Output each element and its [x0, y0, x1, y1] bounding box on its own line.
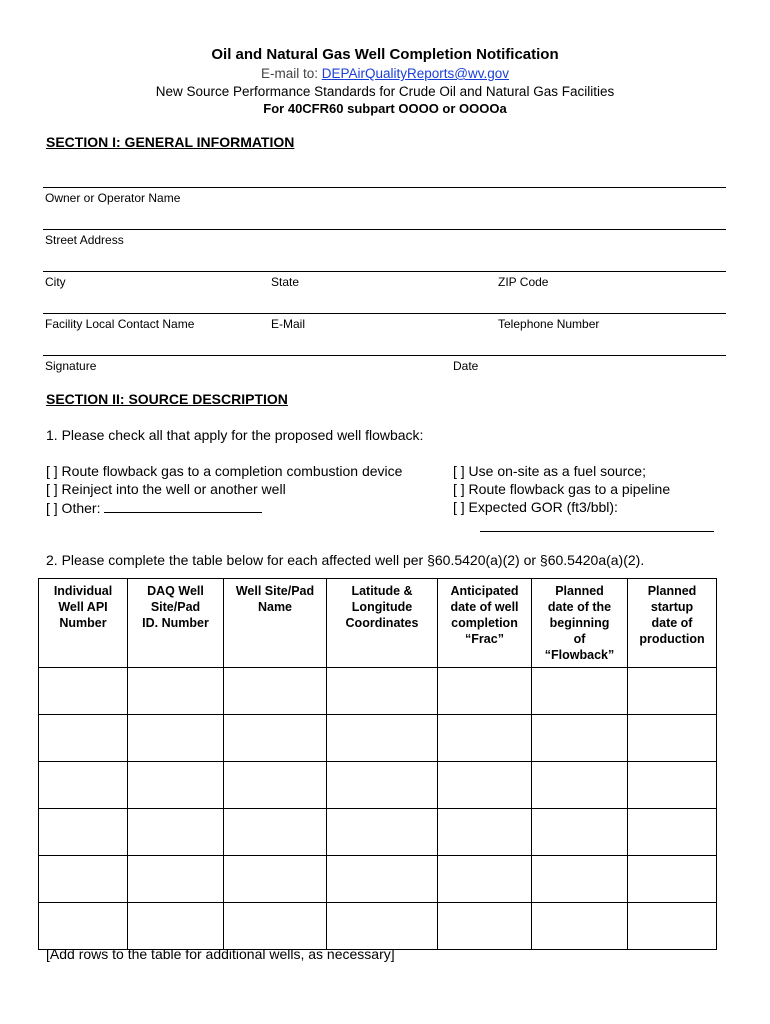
- col-flowback-date: [532, 579, 628, 668]
- table-cell[interactable]: [128, 809, 224, 856]
- table-cell[interactable]: [128, 715, 224, 762]
- header-line: Individual: [53, 584, 113, 598]
- table-row: [39, 762, 717, 809]
- header-line: Planned: [647, 584, 697, 598]
- form-subtitle: New Source Performance Standards for Crude Oil and Natural Gas Facilities: [155, 84, 615, 99]
- table-cell[interactable]: [224, 809, 327, 856]
- header-line: Number: [59, 616, 107, 630]
- table-cell[interactable]: [628, 856, 717, 903]
- email-line: [0, 66, 770, 81]
- header-line: date of well: [450, 600, 519, 614]
- contact-line: [43, 313, 726, 314]
- col-production-date: [628, 579, 717, 668]
- option-combustion-device[interactable]: [ ] Route flowback gas to a completion combustion device: [46, 463, 403, 479]
- city-line: [43, 271, 726, 272]
- header-line: date of: [651, 616, 693, 630]
- table-cell[interactable]: [39, 762, 128, 809]
- option-gor[interactable]: [ ] Expected GOR (ft3/bbl):: [453, 499, 618, 515]
- header-line: “Frac”: [465, 632, 504, 646]
- table-cell[interactable]: [438, 668, 532, 715]
- option-pipeline[interactable]: [ ] Route flowback gas to a pipeline: [453, 481, 671, 497]
- other-blank[interactable]: [104, 499, 262, 513]
- question-2: 2. Please complete the table below for each affected well per §60.5420(a)(2) or §60.5420a(a)(2).: [46, 552, 645, 568]
- table-cell[interactable]: [224, 715, 327, 762]
- option-reinject[interactable]: [ ] Reinject into the well or another well: [46, 481, 286, 497]
- table-cell[interactable]: [438, 762, 532, 809]
- header-line: Longitude: [351, 600, 413, 614]
- header-line: Latitude &: [351, 584, 413, 598]
- header-line: production: [639, 632, 705, 646]
- table-cell[interactable]: [532, 762, 628, 809]
- signature-line: [43, 355, 726, 356]
- owner-label: Owner or Operator Name: [45, 191, 181, 205]
- form-title: Oil and Natural Gas Well Completion Notification: [211, 46, 559, 63]
- table-cell[interactable]: [438, 715, 532, 762]
- date-label: Date: [453, 359, 479, 373]
- table-cell[interactable]: [327, 856, 438, 903]
- table-cell[interactable]: [628, 809, 717, 856]
- zip-label: ZIP Code: [498, 275, 549, 289]
- table-cell[interactable]: [438, 856, 532, 903]
- table-cell[interactable]: [39, 856, 128, 903]
- table-cell[interactable]: [128, 668, 224, 715]
- option-other-label: [ ] Other:: [46, 500, 101, 516]
- header-line: Site/Pad: [150, 600, 201, 614]
- table-cell[interactable]: [39, 715, 128, 762]
- table-row: [39, 856, 717, 903]
- table-cell[interactable]: [628, 668, 717, 715]
- table-cell[interactable]: [532, 856, 628, 903]
- table-row: [39, 903, 717, 950]
- table-cell[interactable]: [128, 903, 224, 950]
- table-cell[interactable]: [224, 668, 327, 715]
- table-header-row: [39, 579, 717, 668]
- table-cell[interactable]: [224, 903, 327, 950]
- section-2-heading: SECTION II: SOURCE DESCRIPTION: [46, 391, 288, 407]
- table-cell[interactable]: [39, 668, 128, 715]
- col-coordinates: [327, 579, 438, 668]
- header-line: ID. Number: [142, 616, 209, 630]
- table-body: [39, 668, 717, 950]
- street-line: [43, 229, 726, 230]
- header-line: “Flowback”: [544, 648, 615, 662]
- table-cell[interactable]: [224, 856, 327, 903]
- col-frac-date: [438, 579, 532, 668]
- table-cell[interactable]: [628, 903, 717, 950]
- owner-line: [43, 187, 726, 188]
- phone-label: Telephone Number: [498, 317, 600, 331]
- option-fuel-source[interactable]: [ ] Use on-site as a fuel source;: [453, 463, 646, 479]
- table-cell[interactable]: [224, 762, 327, 809]
- table-cell[interactable]: [128, 856, 224, 903]
- contact-label: Facility Local Contact Name: [45, 317, 195, 331]
- header-line: Anticipated: [450, 584, 519, 598]
- table-cell[interactable]: [628, 762, 717, 809]
- header-line: beginning: [549, 616, 610, 630]
- header-line: Well API: [58, 600, 108, 614]
- table-cell[interactable]: [628, 715, 717, 762]
- header-line: of: [573, 632, 586, 646]
- table-row: [39, 715, 717, 762]
- col-daq-well-id: [128, 579, 224, 668]
- header-line: completion: [451, 616, 518, 630]
- header-line: startup: [650, 600, 694, 614]
- table-cell[interactable]: [39, 809, 128, 856]
- city-label: City: [45, 275, 66, 289]
- col-site-name: [224, 579, 327, 668]
- gor-blank[interactable]: [480, 531, 714, 532]
- table-cell[interactable]: [327, 762, 438, 809]
- table-row: [39, 668, 717, 715]
- table-cell[interactable]: [532, 715, 628, 762]
- email-link[interactable]: DEPAirQualityReports@wv.gov: [321, 66, 510, 81]
- table-cell[interactable]: [128, 762, 224, 809]
- header-line: Name: [257, 600, 293, 614]
- header-line: DAQ Well: [147, 584, 204, 598]
- header-line: Well Site/Pad: [235, 584, 315, 598]
- header-line: Planned: [555, 584, 604, 598]
- table-cell[interactable]: [532, 668, 628, 715]
- table-cell[interactable]: [327, 809, 438, 856]
- wells-table: [38, 578, 717, 950]
- question-1: 1. Please check all that apply for the proposed well flowback:: [46, 427, 424, 443]
- street-label: Street Address: [45, 233, 124, 247]
- table-cell[interactable]: [327, 715, 438, 762]
- table-cell[interactable]: [438, 809, 532, 856]
- header-line: date of the: [547, 600, 612, 614]
- email-field-label: E-Mail: [271, 317, 306, 331]
- signature-label: Signature: [45, 359, 97, 373]
- table-cell[interactable]: [532, 809, 628, 856]
- table-cell[interactable]: [39, 903, 128, 950]
- table-cell[interactable]: [327, 668, 438, 715]
- table-row: [39, 809, 717, 856]
- option-other[interactable]: [46, 499, 262, 516]
- table-cell[interactable]: [327, 903, 438, 950]
- state-label: State: [271, 275, 300, 289]
- section-1-heading: SECTION I: GENERAL INFORMATION: [46, 134, 295, 150]
- email-prefix: E-mail to:: [260, 66, 318, 81]
- table-cell[interactable]: [438, 903, 532, 950]
- header-line: Coordinates: [345, 616, 419, 630]
- table-note: [Add rows to the table for additional wells, as necessary]: [46, 946, 395, 962]
- form-subpart: For 40CFR60 subpart OOOO or OOOOa: [263, 101, 507, 116]
- col-well-api: [39, 579, 128, 668]
- table-cell[interactable]: [532, 903, 628, 950]
